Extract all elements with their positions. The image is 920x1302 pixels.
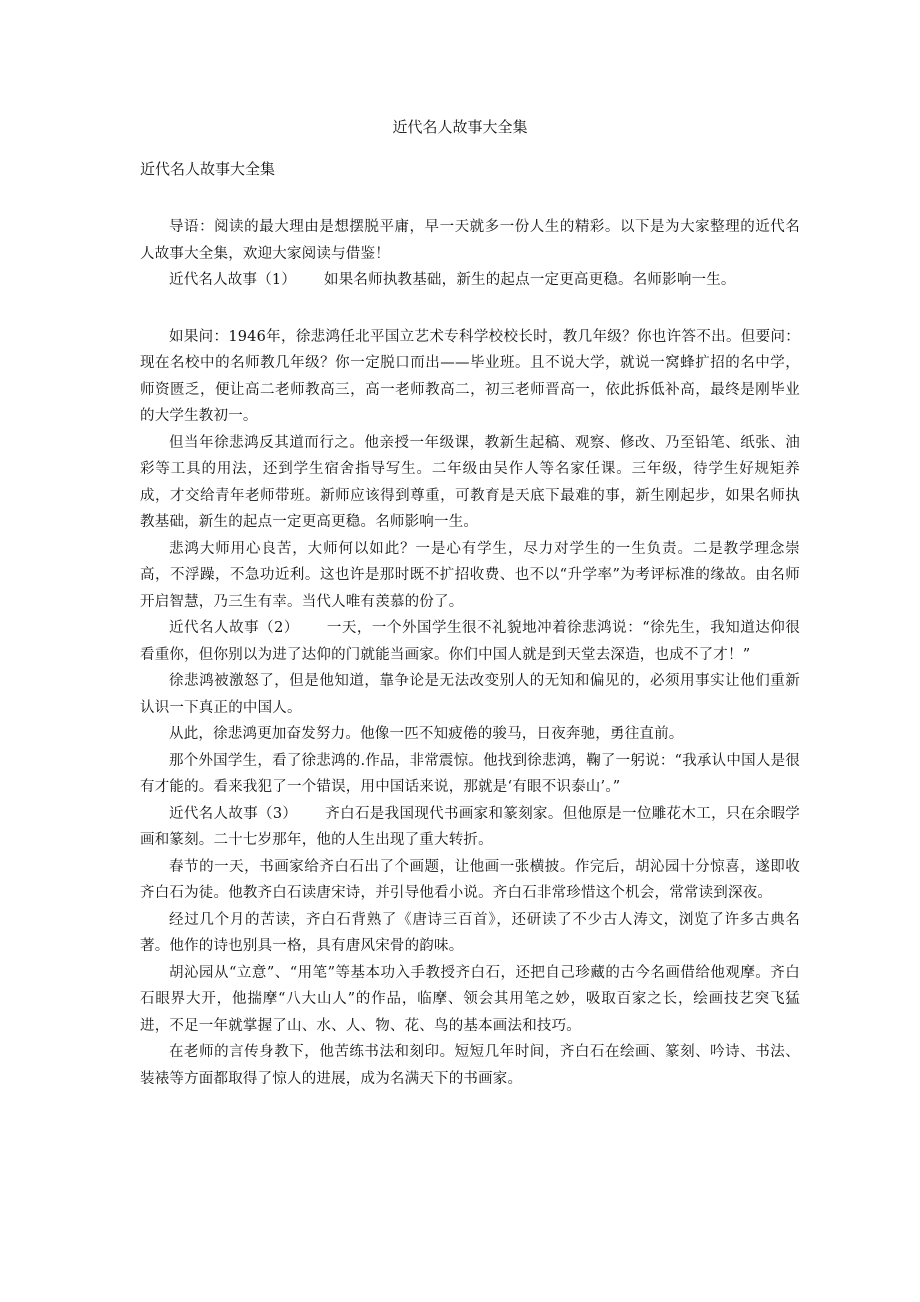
story-1-paragraph: 如果问：1946年，徐悲鸿任北平国立艺术专科学校校长时，教几年级？你也许答不出。但要问：现在名校中的名师教几年级？你一定脱口而出——毕业班。且不说大学，就说一窝蜂扩招的名中学，师资匮乏，便让高二老师教高三，高一老师教高二，初三老师晋高一，依此拆低补高，最终是刚毕业的大学生教初一。 <box>140 328 800 424</box>
document-title: 近代名人故事大全集 <box>392 118 528 136</box>
story-1-lead: 如果名师执教基础，新生的起点一定更高更稳。名师影响一生。 <box>324 272 736 288</box>
story-2-heading <box>140 615 800 668</box>
story-3-paragraph: 胡沁园从“立意”、“用笔”等基本功入手教授齐白石，还把自己珍藏的古今名画借给他观摩。齐白石眼界大开，他揣摩“八大山人”的作品，临摩、领会其用笔之妙，吸取百家之长，绘画技艺突飞猛进，不足一年就掌握了山、水、人、物、花、鸟的基本画法和技巧。 <box>140 964 800 1034</box>
document-subheading: 近代名人故事大全集 <box>140 160 276 178</box>
story-1-label: 近代名人故事（1） <box>169 272 297 288</box>
document-body <box>140 214 800 1092</box>
story-2-paragraph: 徐悲鸿被激怒了，但是他知道，靠争论是无法改变别人的无知和偏见的，必须用事实让他们重新认识一下真正的中国人。 <box>140 673 800 716</box>
story-2-lead: 一天，一个外国学生很不礼貌地冲着徐悲鸿说：“徐先生，我知道达仰很看重你，但你别以为进了达仰的门就能当画家。你们中国人就是到天堂去深造，也成不了才！” <box>140 620 800 663</box>
story-3-lead: 齐白石是我国现代书画家和篆刻家。但他原是一位雕花木工，只在余暇学画和篆刻。二十七岁那年，他的人生出现了重大转折。 <box>140 805 800 848</box>
story-2-paragraph: 那个外国学生，看了徐悲鸿的.作品，非常震惊。他找到徐悲鸿，鞠了一躬说：“我承认中国人是很有才能的。看来我犯了一个错误，用中国话来说，那就是‘有眼不识泰山’。” <box>140 752 800 795</box>
story-3-label: 近代名人故事（3） <box>169 805 298 822</box>
intro-paragraph: 导语：阅读的最大理由是想摆脱平庸，早一天就多一份人生的精彩。以下是为大家整理的近代名人故事大全集，欢迎大家阅读与借鉴！ <box>140 219 800 262</box>
story-3-paragraph: 春节的一天，书画家给齐白石出了个画题，让他画一张横披。作完后，胡沁园十分惊喜，遂即收齐白石为徒。他教齐白石读唐宋诗，并引导他看小说。齐白石非常珍惜这个机会，常常读到深夜。 <box>140 858 800 901</box>
story-3-paragraph: 在老师的言传身教下，他苦练书法和刻印。短短几年时间，齐白石在绘画、篆刻、吟诗、书法、装裱等方面都取得了惊人的进展，成为名满天下的书画家。 <box>140 1044 800 1087</box>
story-1-paragraph: 但当年徐悲鸿反其道而行之。他亲授一年级课，教新生起稿、观察、修改、乃至铅笔、纸张、油彩等工具的用法，还到学生宿舍指导写生。二年级由吴作人等名家任课。三年级，待学生好规矩养成，才交给青年老师带班。新师应该得到尊重，可教育是天底下最难的事，新生刚起步，如果名师执教基础，新生的起点一定更高更稳。名师影响一生。 <box>140 434 800 530</box>
paragraph-gap <box>140 294 800 324</box>
story-1-heading <box>140 267 800 294</box>
story-3-paragraph: 经过几个月的苦读，齐白石背熟了《唐诗三百首》，还研读了不少古人涛文，浏览了许多古典名著。他作的诗也别具一格，具有唐风宋骨的韵味。 <box>140 911 800 954</box>
story-1-paragraph: 悲鸿大师用心良苦，大师何以如此？一是心有学生，尽力对学生的一生负责。二是教学理念崇高，不浮躁，不急功近利。这也许是那时既不扩招收费、也不以“升学率”为考评标准的缘故。由名师开启智慧，乃三生有幸。当代人唯有羡慕的份了。 <box>140 540 800 610</box>
story-2-label: 近代名人故事（2） <box>169 620 299 636</box>
story-3-heading <box>140 801 800 854</box>
story-2-paragraph: 从此，徐悲鸿更加奋发努力。他像一匹不知疲倦的骏马，日夜奔驰，勇往直前。 <box>169 726 684 742</box>
